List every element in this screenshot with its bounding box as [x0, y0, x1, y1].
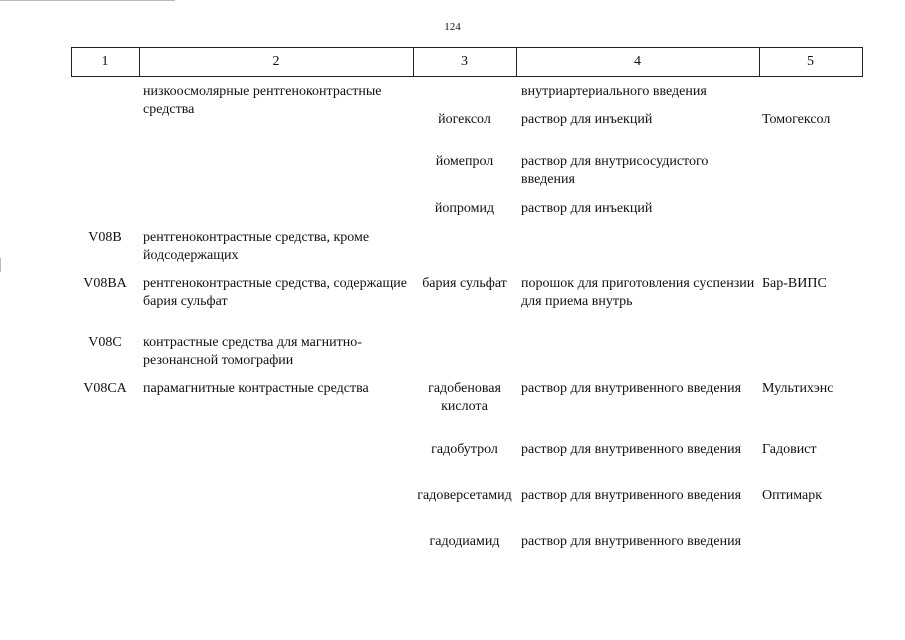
column-header-3: 3 — [461, 53, 468, 69]
column-divider — [862, 47, 863, 76]
anatomical-therapeutic-group: парамагнитные контрастные средства — [143, 381, 369, 396]
dosage-form: раствор для инъекций — [521, 112, 653, 127]
scan-mark-top — [0, 0, 175, 1]
anatomical-therapeutic-group: рентгеноконтрастные средства, кроме йодсодержащих — [143, 230, 370, 263]
anatomical-therapeutic-group: контрастные средства для магнитно-резонансной томографии — [143, 335, 362, 368]
dosage-form: раствор для внутривенного введения — [521, 442, 742, 457]
drug-name: гадобутрол — [431, 442, 498, 457]
column-header-1: 1 — [101, 53, 109, 69]
trade-name: Оптимарк — [762, 488, 822, 503]
drug-name: йогексол — [438, 112, 491, 127]
drug-name: гадобеновая кислота — [428, 381, 501, 414]
drug-name: бария сульфат — [422, 276, 507, 291]
drug-name: йомепрол — [435, 154, 494, 169]
atc-code: V08C — [88, 335, 122, 350]
trade-name: Бар-ВИПС — [762, 276, 827, 291]
dosage-form: раствор для внутривенного введения — [521, 381, 742, 396]
atc-code: V08BA — [83, 276, 127, 291]
atc-code: V08B — [88, 230, 122, 245]
dosage-form: внутриартериального введения — [521, 84, 707, 99]
column-header-4: 4 — [634, 53, 641, 69]
page-number: 124 — [444, 21, 461, 33]
trade-name: Томогексол — [762, 112, 831, 127]
trade-name: Мультихэнс — [762, 381, 834, 396]
anatomical-therapeutic-group: рентгеноконтрастные средства, содержащие бария сульфат — [143, 276, 407, 309]
dosage-form: раствор для инъекций — [521, 201, 653, 216]
dosage-form: раствор для внутрисосудистого введения — [521, 154, 709, 187]
scan-mark-side — [0, 258, 1, 272]
dosage-form: порошок для приготовления суспензии для приема внутрь — [521, 276, 755, 309]
table-header-rule — [71, 76, 863, 77]
drug-name: гадоверсетамид — [417, 488, 512, 503]
column-header-2: 2 — [272, 53, 280, 69]
atc-code: V08CA — [83, 381, 127, 396]
dosage-form: раствор для внутривенного введения — [521, 488, 742, 503]
drug-name: гадодиамид — [429, 534, 500, 549]
anatomical-therapeutic-group: низкоосмолярные рентгеноконтрастные средства — [143, 84, 382, 117]
drug-name: йопромид — [434, 201, 495, 216]
dosage-form: раствор для внутривенного введения — [521, 534, 742, 549]
trade-name: Гадовист — [762, 442, 817, 457]
column-header-5: 5 — [807, 53, 814, 69]
